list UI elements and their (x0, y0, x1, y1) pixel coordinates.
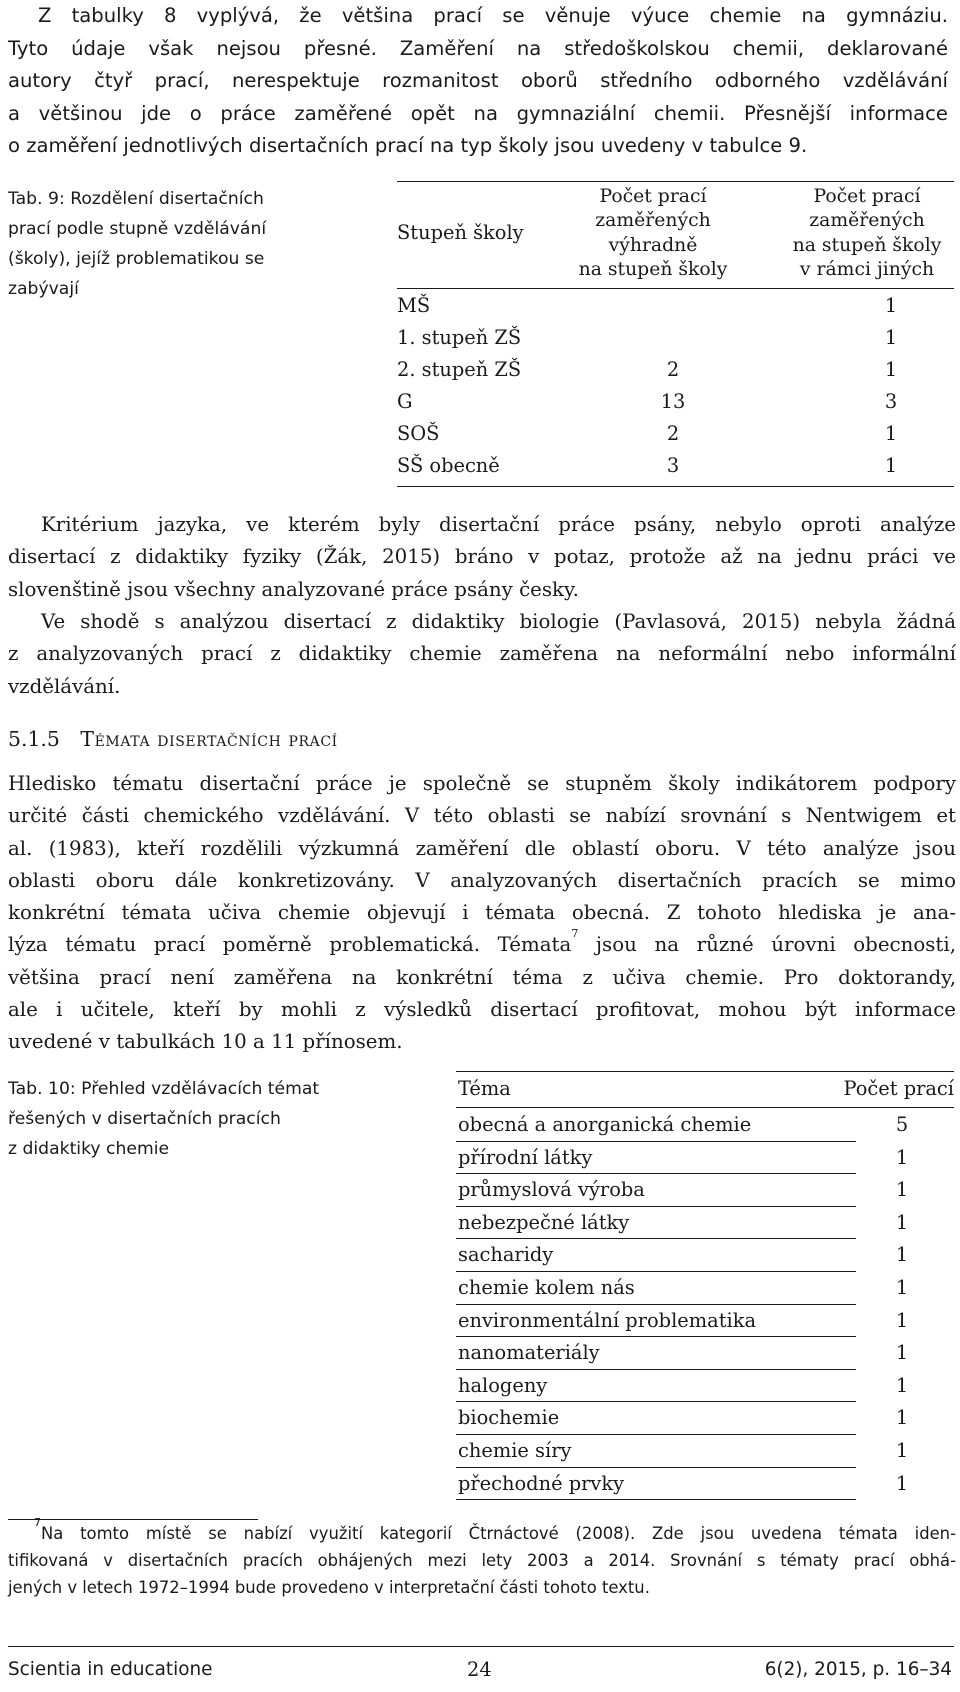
footer-page-number: 24 (467, 1658, 492, 1681)
section-title: Témata disertačních prací (80, 727, 338, 751)
table-row (456, 1109, 954, 1142)
paragraph-line: Hledisko tématu disertační práce je společně se stupněm školy indikátorem podpory (8, 772, 956, 795)
paragraph-line: ale i učitele, kteří by mohli z výsledků disertací profitovat, mohou být informace (8, 998, 956, 1022)
table9-bottom-rule (397, 486, 954, 487)
count-cell: 1 (895, 1439, 909, 1462)
header-line: Počet prací (599, 186, 707, 207)
paragraph-line: oblasti oboru dále konkretizovány. V analyzovaných disertačních pracích se mimo (8, 868, 956, 892)
paragraph-line: většina prací není zaměřena na konkrétní téma z učiva chemie. Pro doktorandy, (8, 965, 956, 989)
table-row (397, 322, 954, 354)
header-line: zaměřených (595, 210, 711, 232)
count-cell: 1 (895, 1145, 909, 1169)
footnote-line: jených v letech 1972–1994 bude provedeno v interpretační části tohoto textu. (8, 1578, 650, 1597)
caption-line: řešených v disertačních pracích (8, 1109, 281, 1129)
paragraph-line: al. (1983), kteří rozdělili výzkumná zaměření dle oblastí oboru. V této analýze jsou (8, 836, 956, 860)
table-row (456, 1402, 954, 1435)
header-line: výhradně (608, 234, 698, 256)
caption-line: (školy), jejíž problematikou se (8, 249, 265, 269)
topic-cell: sacharidy (458, 1243, 554, 1267)
intro-paragraph (8, 0, 948, 163)
level-cell: 1. stupeň ZŠ (397, 326, 522, 349)
count-cell: 1 (895, 1243, 909, 1267)
row-underline (456, 1499, 856, 1500)
topics-paragraph (8, 768, 956, 1059)
exclusive-cell: 3 (666, 454, 680, 477)
table-row (397, 418, 954, 450)
header-count: Počet prací (843, 1077, 954, 1100)
exclusive-cell: 2 (666, 422, 680, 445)
footnote (8, 1515, 956, 1601)
table9-header-exclusive (553, 185, 753, 282)
table9-header-level: Stupeň školy (397, 221, 524, 244)
topic-cell: přechodné prvky (458, 1471, 625, 1495)
footnote-line: tifikovaná v disertačních pracích obhájených mezi lety 2003 a 2014. Srovnání s tématy prací obhá- (8, 1551, 956, 1570)
paragraph-line: vzdělávání. (8, 674, 121, 698)
exclusive-cell: 2 (666, 358, 680, 381)
within-other-cell: 3 (884, 390, 898, 413)
caption-line: zabývají (8, 279, 79, 299)
level-cell: SŠ obecně (397, 454, 500, 477)
level-cell: MŠ (397, 294, 431, 317)
table-row (456, 1239, 954, 1272)
table-row (397, 290, 954, 322)
table-row (456, 1207, 954, 1240)
biology-paragraph (8, 606, 956, 703)
table-row (397, 354, 954, 386)
count-cell: 1 (895, 1406, 909, 1430)
count-cell: 1 (895, 1210, 909, 1234)
count-cell: 1 (895, 1276, 909, 1299)
header-line: zaměřených (809, 210, 925, 232)
topic-cell: chemie síry (458, 1439, 572, 1462)
intro-line: Z tabulky 8 vyplývá, že většina prací se věnuje výuce chemie na gymnáziu. (38, 4, 948, 27)
table-row (397, 386, 954, 418)
table9-top-rule (397, 181, 954, 182)
table9-header-within-other (777, 185, 957, 282)
paragraph-line: určité části chemického vzdělávání. V této oblasti se nabízí srovnání s Nentwigem et (8, 804, 956, 828)
footer-citation: 6(2), 2015, p. 16–34 (764, 1659, 952, 1680)
header-line: na stupeň školy (792, 234, 942, 256)
header-line: v rámci jiných (799, 258, 935, 280)
section-number: 5.1.5 (8, 727, 60, 751)
table-row (456, 1435, 954, 1468)
level-cell: SOŠ (397, 422, 440, 445)
count-cell: 1 (895, 1373, 909, 1397)
paragraph-line: z analyzovaných prací z didaktiky chemie zaměřena na neformální nebo informální (8, 642, 956, 666)
count-cell: 1 (895, 1178, 909, 1202)
table9-mid-rule (397, 288, 954, 289)
topic-cell: environmentální problematika (458, 1308, 757, 1332)
topic-cell: přírodní látky (458, 1145, 593, 1169)
within-other-cell: 1 (884, 358, 898, 381)
header-line: Počet prací (813, 186, 921, 207)
level-cell: 2. stupeň ZŠ (397, 358, 522, 381)
intro-line: o zaměření jednotlivých disertačních prací na typ školy jsou uvedeny v tabulce 9. (8, 134, 808, 157)
intro-line: Tyto údaje však nejsou přesné. Zaměření na středoškolskou chemii, deklarované (8, 36, 948, 60)
table9-caption (8, 184, 266, 304)
footer-journal: Scientia in educatione (8, 1659, 213, 1680)
topic-cell: biochemie (458, 1406, 560, 1430)
within-other-cell: 1 (884, 454, 898, 477)
table10-caption (8, 1074, 319, 1164)
paragraph-line: Ve shodě s analýzou disertací z didaktiky biologie (Pavlasová, 2015) nebyla žádná (41, 610, 956, 633)
count-cell: 5 (895, 1113, 909, 1136)
table-row (456, 1174, 954, 1207)
paragraph-line: disertací z didaktiky fyziky (Žák, 2015) bráno v potaz, protože až na jednu práci ve (8, 545, 956, 569)
table10-header (456, 1071, 954, 1107)
table-row (456, 1142, 954, 1175)
paragraph-line: uvedené v tabulkách 10 a 11 přínosem. (8, 1030, 403, 1054)
caption-line: prací podle stupně vzdělávání (8, 219, 267, 239)
topic-cell: obecná a anorganická chemie (458, 1113, 752, 1136)
caption-line: z didaktiky chemie (8, 1139, 170, 1159)
caption-line: Tab. 9: Rozdělení disertačních (8, 189, 264, 209)
count-cell: 1 (895, 1341, 909, 1365)
topic-cell: chemie kolem nás (458, 1276, 635, 1299)
within-other-cell: 1 (884, 326, 898, 349)
line-part: jsou na různé úrovni obecnosti, (578, 933, 956, 957)
table-row (456, 1468, 954, 1501)
section-heading (8, 723, 338, 755)
level-cell: G (397, 390, 413, 413)
intro-line: a většinou jde o práce zaměřené opět na gymnaziální chemii. Přesnější informace (8, 101, 948, 125)
within-other-cell: 1 (884, 294, 898, 317)
table10-header-rule (456, 1107, 954, 1108)
footnote-mark: 7 (571, 926, 579, 940)
table-row (456, 1370, 954, 1403)
table-row (397, 450, 954, 482)
paragraph-line: konkrétní témata učiva chemie objevují i témata obecná. Z tohoto hlediska je ana- (8, 901, 956, 925)
within-other-cell: 1 (884, 422, 898, 445)
topic-cell: nebezpečné látky (458, 1210, 630, 1234)
intro-line: autory čtyř prací, nerespektuje rozmanitost oborů středního odborného vzdělávání (8, 69, 948, 92)
line-part: lýza tématu prací poměrně problematická. Témata (8, 933, 572, 957)
paragraph-line: Kritérium jazyka, ve kterém byly disertační práce psány, nebylo oproti analýze (41, 513, 956, 536)
table-row (456, 1305, 954, 1338)
caption-line: Tab. 10: Přehled vzdělávacích témat (8, 1079, 320, 1099)
language-paragraph (8, 509, 956, 606)
count-cell: 1 (895, 1308, 909, 1332)
header-topic: Téma (458, 1077, 511, 1100)
topic-cell: nanomateriály (458, 1341, 600, 1365)
paragraph-line: slovenštině jsou všechny analyzované práce psány česky. (8, 577, 579, 601)
footnote-line (8, 1515, 956, 1547)
topic-cell: průmyslová výroba (458, 1178, 645, 1202)
footnote-number: 7 (34, 1515, 41, 1529)
count-cell: 1 (895, 1471, 909, 1495)
paragraph-line (8, 926, 956, 961)
table-row (456, 1272, 954, 1305)
topic-cell: halogeny (458, 1373, 548, 1397)
footer-rule (8, 1646, 954, 1647)
table-row (456, 1337, 954, 1370)
header-line: na stupeň školy (578, 258, 728, 280)
exclusive-cell: 13 (660, 390, 686, 413)
footnote-text: Na tomto místě se nabízí využití kategorií Čtrnáctové (2008). Zde jsou uvedena témata iden- (41, 1524, 956, 1543)
